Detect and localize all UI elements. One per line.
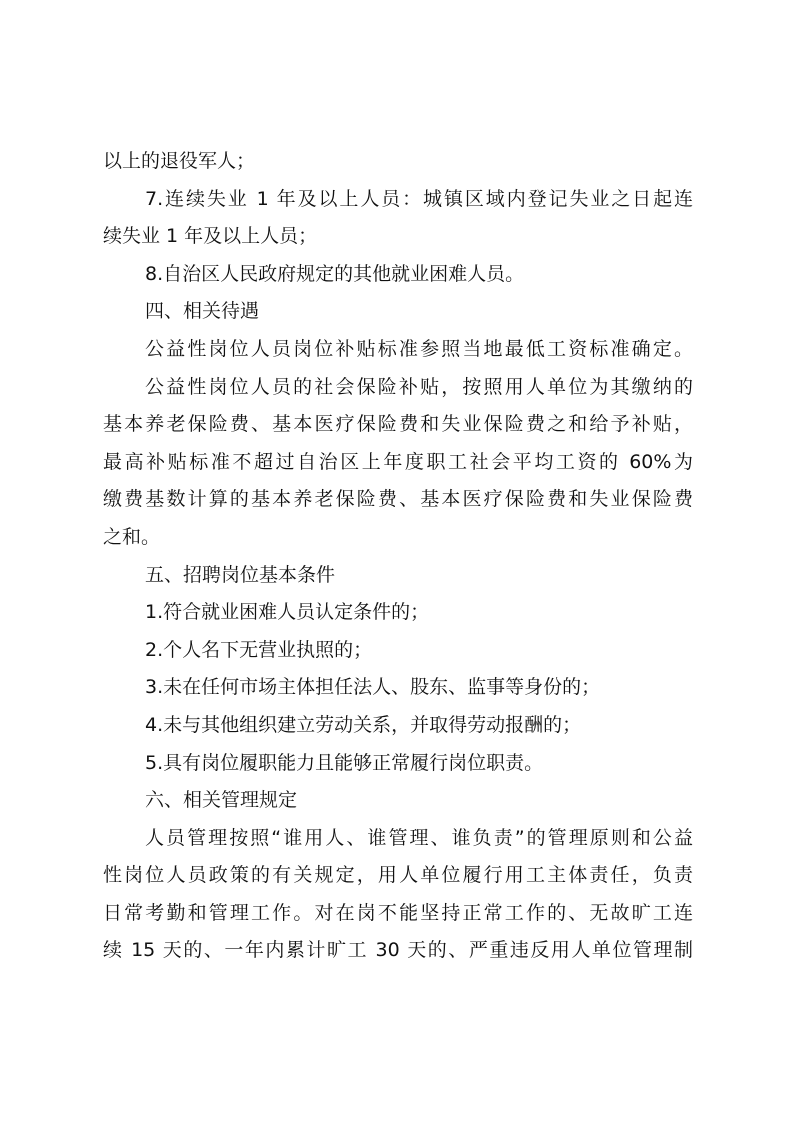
paragraph-insurance-subsidy-line2: 基本养老保险费、基本医疗保险费和失业保险费之和给予补贴， [103, 413, 693, 436]
paragraph-insurance-subsidy-line4: 缴费基数计算的基本养老保险费、基本医疗保险费和失业保险费 [103, 488, 693, 511]
condition-item-4: 4.未与其他组织建立劳动关系，并取得劳动报酬的； [145, 713, 582, 736]
section-heading-benefits: 四、相关待遇 [145, 300, 260, 323]
condition-item-3: 3.未在任何市场主体担任法人、股东、监事等身份的； [145, 676, 601, 699]
paragraph-management-line1: 人员管理按照“谁用人、谁管理、谁负责”的管理原则和公益 [145, 826, 693, 849]
document-body [103, 143, 693, 970]
condition-item-2: 2.个人名下无营业执照的； [145, 638, 373, 661]
text-line-continuation: 以上的退役军人； [103, 150, 256, 172]
condition-item-1: 1.符合就业困难人员认定条件的； [145, 601, 430, 624]
list-item-8: 8.自治区人民政府规定的其他就业困难人员。 [145, 262, 525, 285]
paragraph-insurance-subsidy-line3: 最高补贴标准不超过自治区上年度职工社会平均工资的 60%为 [103, 450, 693, 473]
paragraph-insurance-subsidy-line5: 之和。 [103, 525, 161, 548]
paragraph-subsidy-standard: 公益性岗位人员岗位补贴标准参照当地最低工资标准确定。 [145, 337, 693, 360]
paragraph-management-line4: 续 15 天的、一年内累计旷工 30 天的、严重违反用人单位管理制 [103, 939, 693, 962]
list-item-7-continuation: 续失业 1 年及以上人员； [103, 225, 318, 248]
paragraph-management-line3: 日常考勤和管理工作。对在岗不能坚持正常工作的、无故旷工连 [103, 901, 693, 924]
paragraph-insurance-subsidy-line1: 公益性岗位人员的社会保险补贴，按照用人单位为其缴纳的 [145, 375, 693, 398]
condition-item-5: 5.具有岗位履职能力且能够正常履行岗位职责。 [145, 751, 544, 774]
paragraph-management-line2: 性岗位人员政策的有关规定，用人单位履行用工主体责任，负责 [103, 864, 693, 887]
section-heading-conditions: 五、招聘岗位基本条件 [145, 563, 336, 586]
list-item-7: 7.连续失业 1 年及以上人员：城镇区域内登记失业之日起连 [145, 187, 693, 210]
section-heading-management: 六、相关管理规定 [145, 789, 298, 812]
